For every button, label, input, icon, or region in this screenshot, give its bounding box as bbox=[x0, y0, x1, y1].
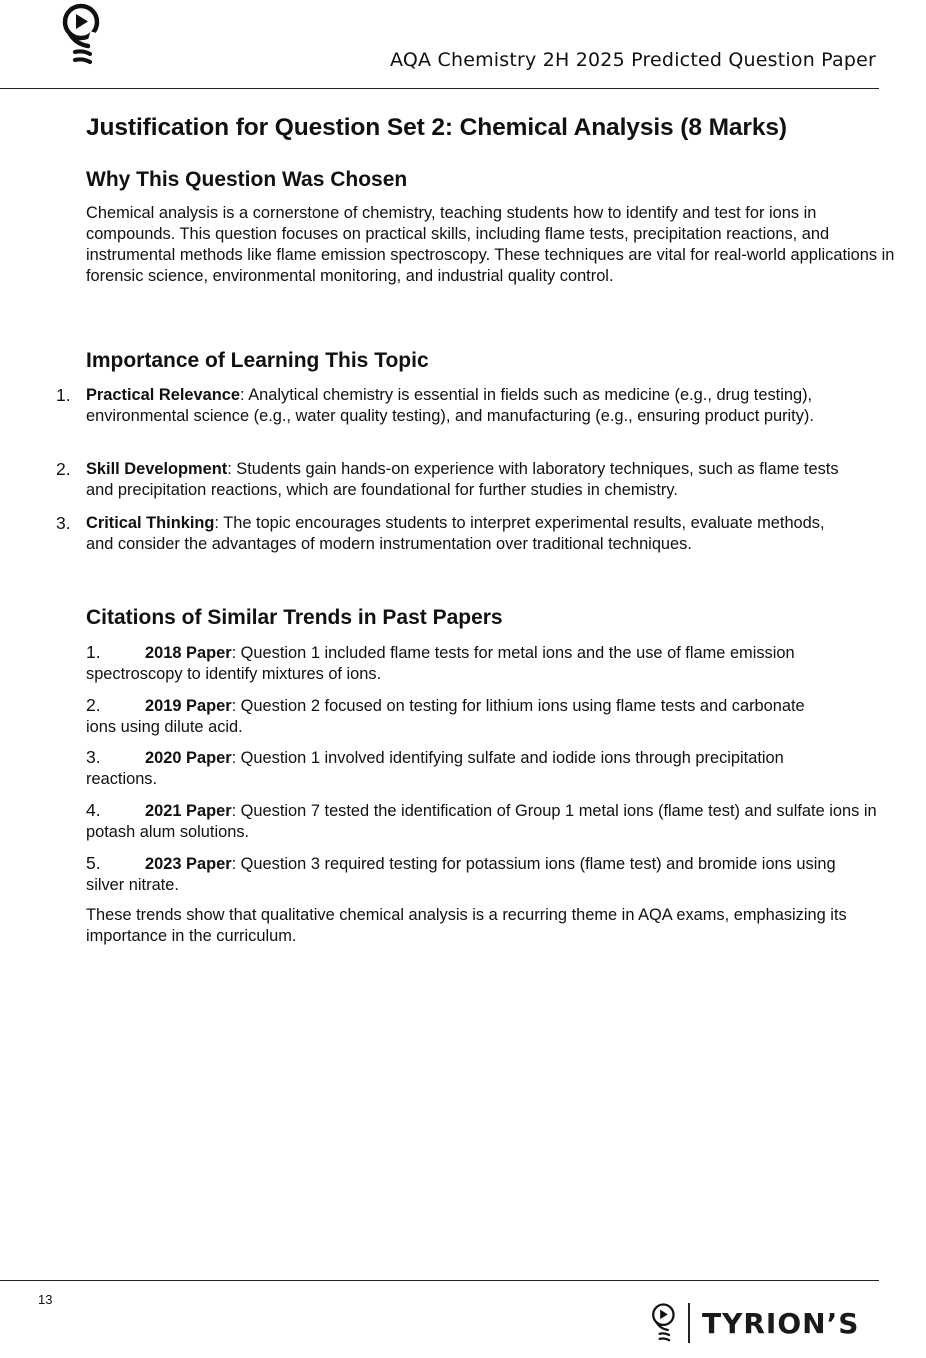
list-item-label: Skill Development bbox=[86, 460, 228, 478]
brand-name: TYRION’S bbox=[702, 1306, 860, 1340]
citation-number: 3. bbox=[86, 747, 101, 767]
citation-text: : Question 2 focused on testing for lithium ions using flame tests and carbonate ions using dilute acid. bbox=[86, 697, 805, 736]
list-item-text: : Students gain hands-on experience with laboratory techniques, such as flame tests and precipitation reactions, which are foundational for further studies in chemistry. bbox=[86, 460, 839, 499]
citation-item bbox=[86, 695, 836, 738]
brand-separator bbox=[688, 1303, 690, 1343]
section-heading-citations: Citations of Similar Trends in Past Papers bbox=[86, 606, 503, 629]
page-title: Justification for Question Set 2: Chemical Analysis (8 Marks) bbox=[86, 114, 787, 141]
list-number: 1. bbox=[56, 385, 71, 405]
section-heading-why: Why This Question Was Chosen bbox=[86, 168, 408, 191]
list-item-label: Practical Relevance bbox=[86, 386, 240, 404]
citation-item bbox=[86, 642, 796, 685]
list-item-text: : Analytical chemistry is essential in fields such as medicine (e.g., drug testing), environmental science (e.g., water quality testing), and manufacturing (e.g., ensuring product purity). bbox=[86, 386, 814, 425]
list-item bbox=[56, 513, 846, 555]
list-item-label: Critical Thinking bbox=[86, 514, 215, 532]
citation-item bbox=[86, 800, 886, 843]
citation-number: 4. bbox=[86, 800, 101, 820]
citation-item bbox=[86, 747, 796, 790]
citation-text: : Question 1 included flame tests for metal ions and the use of flame emission spectroscopy to identify mixtures of ions. bbox=[86, 644, 795, 683]
list-item bbox=[56, 385, 886, 427]
lightbulb-play-icon bbox=[650, 1301, 678, 1345]
page-number: 13 bbox=[38, 1292, 53, 1307]
document-title: AQA Chemistry 2H 2025 Predicted Question Paper bbox=[390, 49, 876, 71]
citation-number: 2. bbox=[86, 695, 101, 715]
list-number: 2. bbox=[56, 459, 71, 479]
list-item-text: : The topic encourages students to interpret experimental results, evaluate methods, and consider the advantages of modern instrumentation over traditional techniques. bbox=[86, 514, 825, 553]
lightbulb-play-icon bbox=[60, 2, 104, 68]
list-item bbox=[56, 459, 846, 501]
citation-text: : Question 3 required testing for potassium ions (flame test) and bromide ions using silver nitrate. bbox=[86, 855, 836, 894]
brand-logo bbox=[650, 1300, 859, 1346]
citation-number: 1. bbox=[86, 642, 101, 662]
section-heading-importance: Importance of Learning This Topic bbox=[86, 349, 429, 372]
citation-label: 2018 Paper bbox=[145, 644, 232, 662]
citation-label: 2019 Paper bbox=[145, 697, 232, 715]
citation-number: 5. bbox=[86, 853, 101, 873]
citations-conclusion: These trends show that qualitative chemical analysis is a recurring theme in AQA exams, emphasizing its importance in the curriculum. bbox=[86, 906, 847, 945]
why-paragraph: Chemical analysis is a cornerstone of chemistry, teaching students how to identify and test for ions in compounds. This question focuses on practical skills, including flame tests, precipitation reactions, and instrumental methods like flame emission spectroscopy. These techniques are vital for real-world applications in forensic science, environmental monitoring, and industrial quality control. bbox=[86, 204, 895, 285]
header-divider bbox=[0, 88, 879, 89]
citation-text: : Question 1 involved identifying sulfate and iodide ions through precipitation reactions. bbox=[86, 749, 784, 788]
citation-item bbox=[86, 853, 876, 896]
footer-divider bbox=[0, 1280, 879, 1281]
list-number: 3. bbox=[56, 513, 71, 533]
citation-label: 2020 Paper bbox=[145, 749, 232, 767]
citation-label: 2023 Paper bbox=[145, 855, 232, 873]
citation-label: 2021 Paper bbox=[145, 802, 232, 820]
citation-text: : Question 7 tested the identification of Group 1 metal ions (flame test) and sulfate ions in potash alum solutions. bbox=[86, 802, 877, 841]
